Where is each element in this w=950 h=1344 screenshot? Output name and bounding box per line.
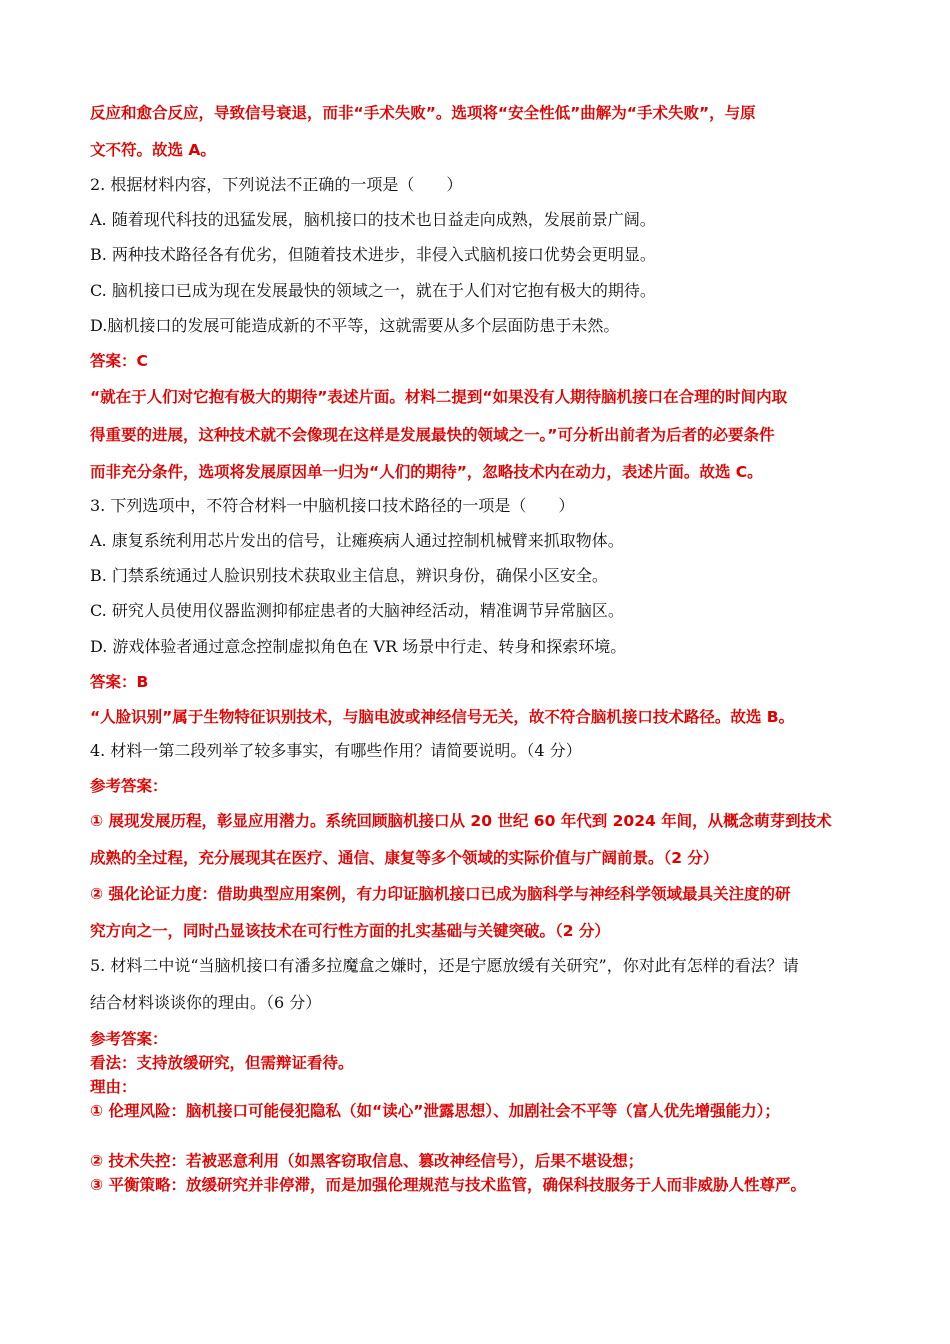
q3-answer: 答案：B xyxy=(90,673,149,691)
q5-reference-label: 参考答案： xyxy=(90,1030,168,1048)
q2-explanation-line: “就在于人们对它抱有极大的期待”表述片面。材料二提到“如果没有人期待脑机接口在合理的时间内取 xyxy=(90,388,788,406)
q2-explanation-line: 而非充分条件，选项将发展原因单一归为“人们的期待”，忽略技术内在动力，表述片面。故选 C。 xyxy=(90,463,763,481)
q4-reference-label: 参考答案： xyxy=(90,777,168,795)
q2-stem: 2. 根据材料内容，下列说法不正确的一项是（ ） xyxy=(90,175,463,194)
q5-reason-line: ① 伦理风险：脑机接口可能侵犯隐私（如“读心”泄露思想）、加剧社会不平等（富人优先增强能力）； xyxy=(90,1102,780,1120)
q2-option-d: D.脑机接口的发展可能造成新的不平等，这就需要从多个层面防患于未然。 xyxy=(90,316,620,335)
q3-option-d: D. 游戏体验者通过意念控制虚拟角色在 VR 场景中行走、转身和探索环境。 xyxy=(90,637,627,656)
q1-explanation-line: 反应和愈合反应，导致信号衰退，而非“手术失败”。选项将“安全性低”曲解为“手术失败”，与原 xyxy=(90,104,756,122)
q3-option-b: B. 门禁系统通过人脸识别技术获取业主信息，辨识身份，确保小区安全。 xyxy=(90,566,608,585)
q4-answer-line: ② 强化论证力度：借助典型应用案例，有力印证脑机接口已成为脑科学与神经科学领域最具关注度的研 xyxy=(90,885,791,903)
q5-view: 看法：支持放缓研究，但需辩证看待。 xyxy=(90,1054,354,1072)
q5-reason-line: ③ 平衡策略：放缓研究并非停滞，而是加强伦理规范与技术监管，确保科技服务于人而非威胁人性尊严。 xyxy=(90,1176,807,1194)
q2-explanation-line: 得重要的进展，这种技术就不会像现在这样是发展最快的领域之一。”可分析出前者为后者的必要条件 xyxy=(90,426,775,444)
q3-option-c: C. 研究人员使用仪器监测抑郁症患者的大脑神经活动，精准调节异常脑区。 xyxy=(90,601,624,620)
q4-answer-line: 究方向之一，同时凸显该技术在可行性方面的扎实基础与关键突破。（2 分） xyxy=(90,922,610,940)
q4-answer-line: 成熟的全过程，充分展现其在医疗、通信、康复等多个领域的实际价值与广阔前景。（2 分） xyxy=(90,849,719,867)
q2-option-b: B. 两种技术路径各有优劣，但随着技术进步，非侵入式脑机接口优势会更明显。 xyxy=(90,245,656,264)
q4-answer-line: ① 展现发展历程，彰显应用潜力。系统回顾脑机接口从 20 世纪 60 年代到 2024 年间，从概念萌芽到技术 xyxy=(90,812,832,830)
q5-reason-line: ② 技术失控：若被恶意利用（如黑客窃取信息、篡改神经信号），后果不堪设想； xyxy=(90,1152,644,1170)
q2-option-c: C. 脑机接口已成为现在发展最快的领域之一，就在于人们对它抱有极大的期待。 xyxy=(90,281,656,300)
q5-reason-label: 理由： xyxy=(90,1078,137,1096)
q3-stem: 3. 下列选项中，不符合材料一中脑机接口技术路径的一项是（ ） xyxy=(90,496,575,515)
q4-stem: 4. 材料一第二段列举了较多事实，有哪些作用？请简要说明。（4 分） xyxy=(90,741,582,760)
q2-option-a: A. 随着现代科技的迅猛发展，脑机接口的技术也日益走向成熟，发展前景广阔。 xyxy=(90,210,656,229)
q5-stem-line: 结合材料谈谈你的理由。（6 分） xyxy=(90,993,322,1012)
q3-option-a: A. 康复系统利用芯片发出的信号，让瘫痪病人通过控制机械臂来抓取物体。 xyxy=(90,531,624,550)
q5-stem-line: 5. 材料二中说“当脑机接口有潘多拉魔盒之嫌时，还是宁愿放缓有关研究”，你对此有怎样的看法？请 xyxy=(90,956,799,975)
q3-explanation: “人脸识别”属于生物特征识别技术，与脑电波或神经信号无关，故不符合脑机接口技术路径。故选 B。 xyxy=(90,708,795,726)
q2-answer: 答案：C xyxy=(90,352,148,370)
q1-explanation-line: 文不符。故选 A。 xyxy=(90,141,216,159)
